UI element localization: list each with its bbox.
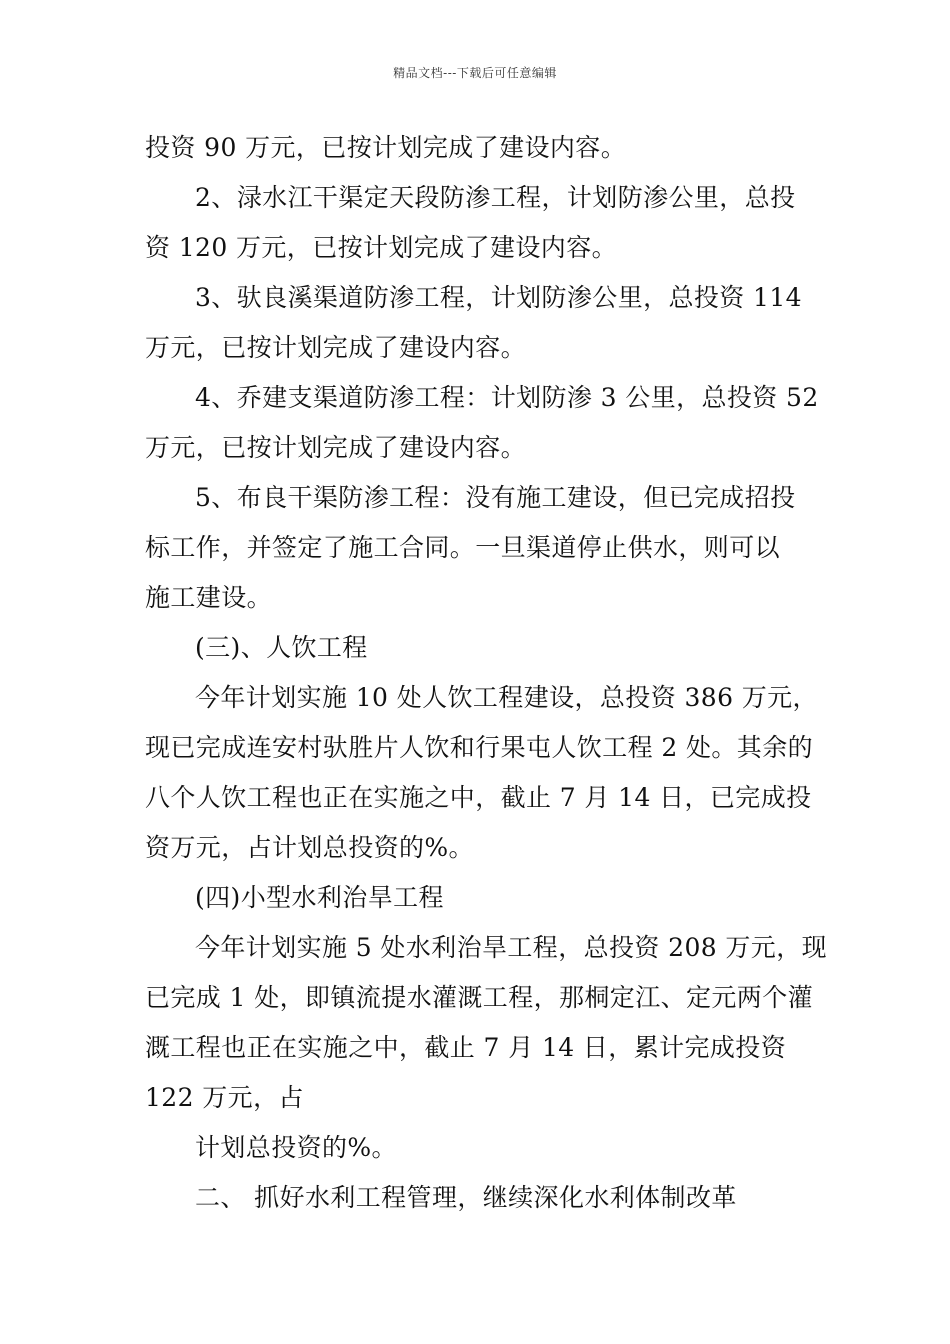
text-line: 现已完成连安村驮胜片人饮和行果屯人饮工程 2 处。其余的 — [145, 733, 814, 762]
section-heading: (四)小型水利治旱工程 — [195, 883, 444, 912]
text-line: 八个人饮工程也正在实施之中，截止 7 月 14 日，已完成投 — [145, 783, 812, 812]
text-line: 万元，已按计划完成了建设内容。 — [145, 433, 527, 462]
text-line: 计划总投资的%。 — [195, 1133, 397, 1162]
text-line: 标工作，并签定了施工合同。一旦渠道停止供水，则可以 — [145, 533, 781, 562]
page-header: 精品文档---下载后可任意编辑 — [393, 66, 557, 80]
text-line: 122 万元，占 — [145, 1083, 304, 1112]
text-line: 投资 90 万元，已按计划完成了建设内容。 — [145, 133, 627, 162]
text-line: 溉工程也正在实施之中，截止 7 月 14 日，累计完成投资 — [145, 1033, 787, 1062]
text-line: 5、布良干渠防渗工程：没有施工建设，但已完成招投 — [195, 483, 796, 512]
text-line: 资 120 万元，已按计划完成了建设内容。 — [145, 233, 618, 262]
text-line: 施工建设。 — [145, 583, 273, 612]
text-line: 已完成 1 处，即镇流提水灌溉工程，那桐定江、定元两个灌 — [145, 983, 814, 1012]
section-heading: 二、 抓好水利工程管理，继续深化水利体制改革 — [195, 1183, 737, 1212]
text-line: 今年计划实施 10 处人饮工程建设，总投资 386 万元， — [195, 683, 818, 712]
text-line: 2、渌水江干渠定天段防渗工程，计划防渗公里，总投 — [195, 183, 796, 212]
section-heading: (三)、人饮工程 — [195, 633, 368, 662]
text-line: 3、驮良溪渠道防渗工程，计划防渗公里，总投资 114 — [195, 283, 802, 312]
text-line: 资万元，占计划总投资的%。 — [145, 833, 474, 862]
text-line: 万元，已按计划完成了建设内容。 — [145, 333, 527, 362]
text-line: 4、乔建支渠道防渗工程：计划防渗 3 公里，总投资 52 — [195, 383, 819, 412]
text-line: 今年计划实施 5 处水利治旱工程，总投资 208 万元，现 — [195, 933, 828, 962]
